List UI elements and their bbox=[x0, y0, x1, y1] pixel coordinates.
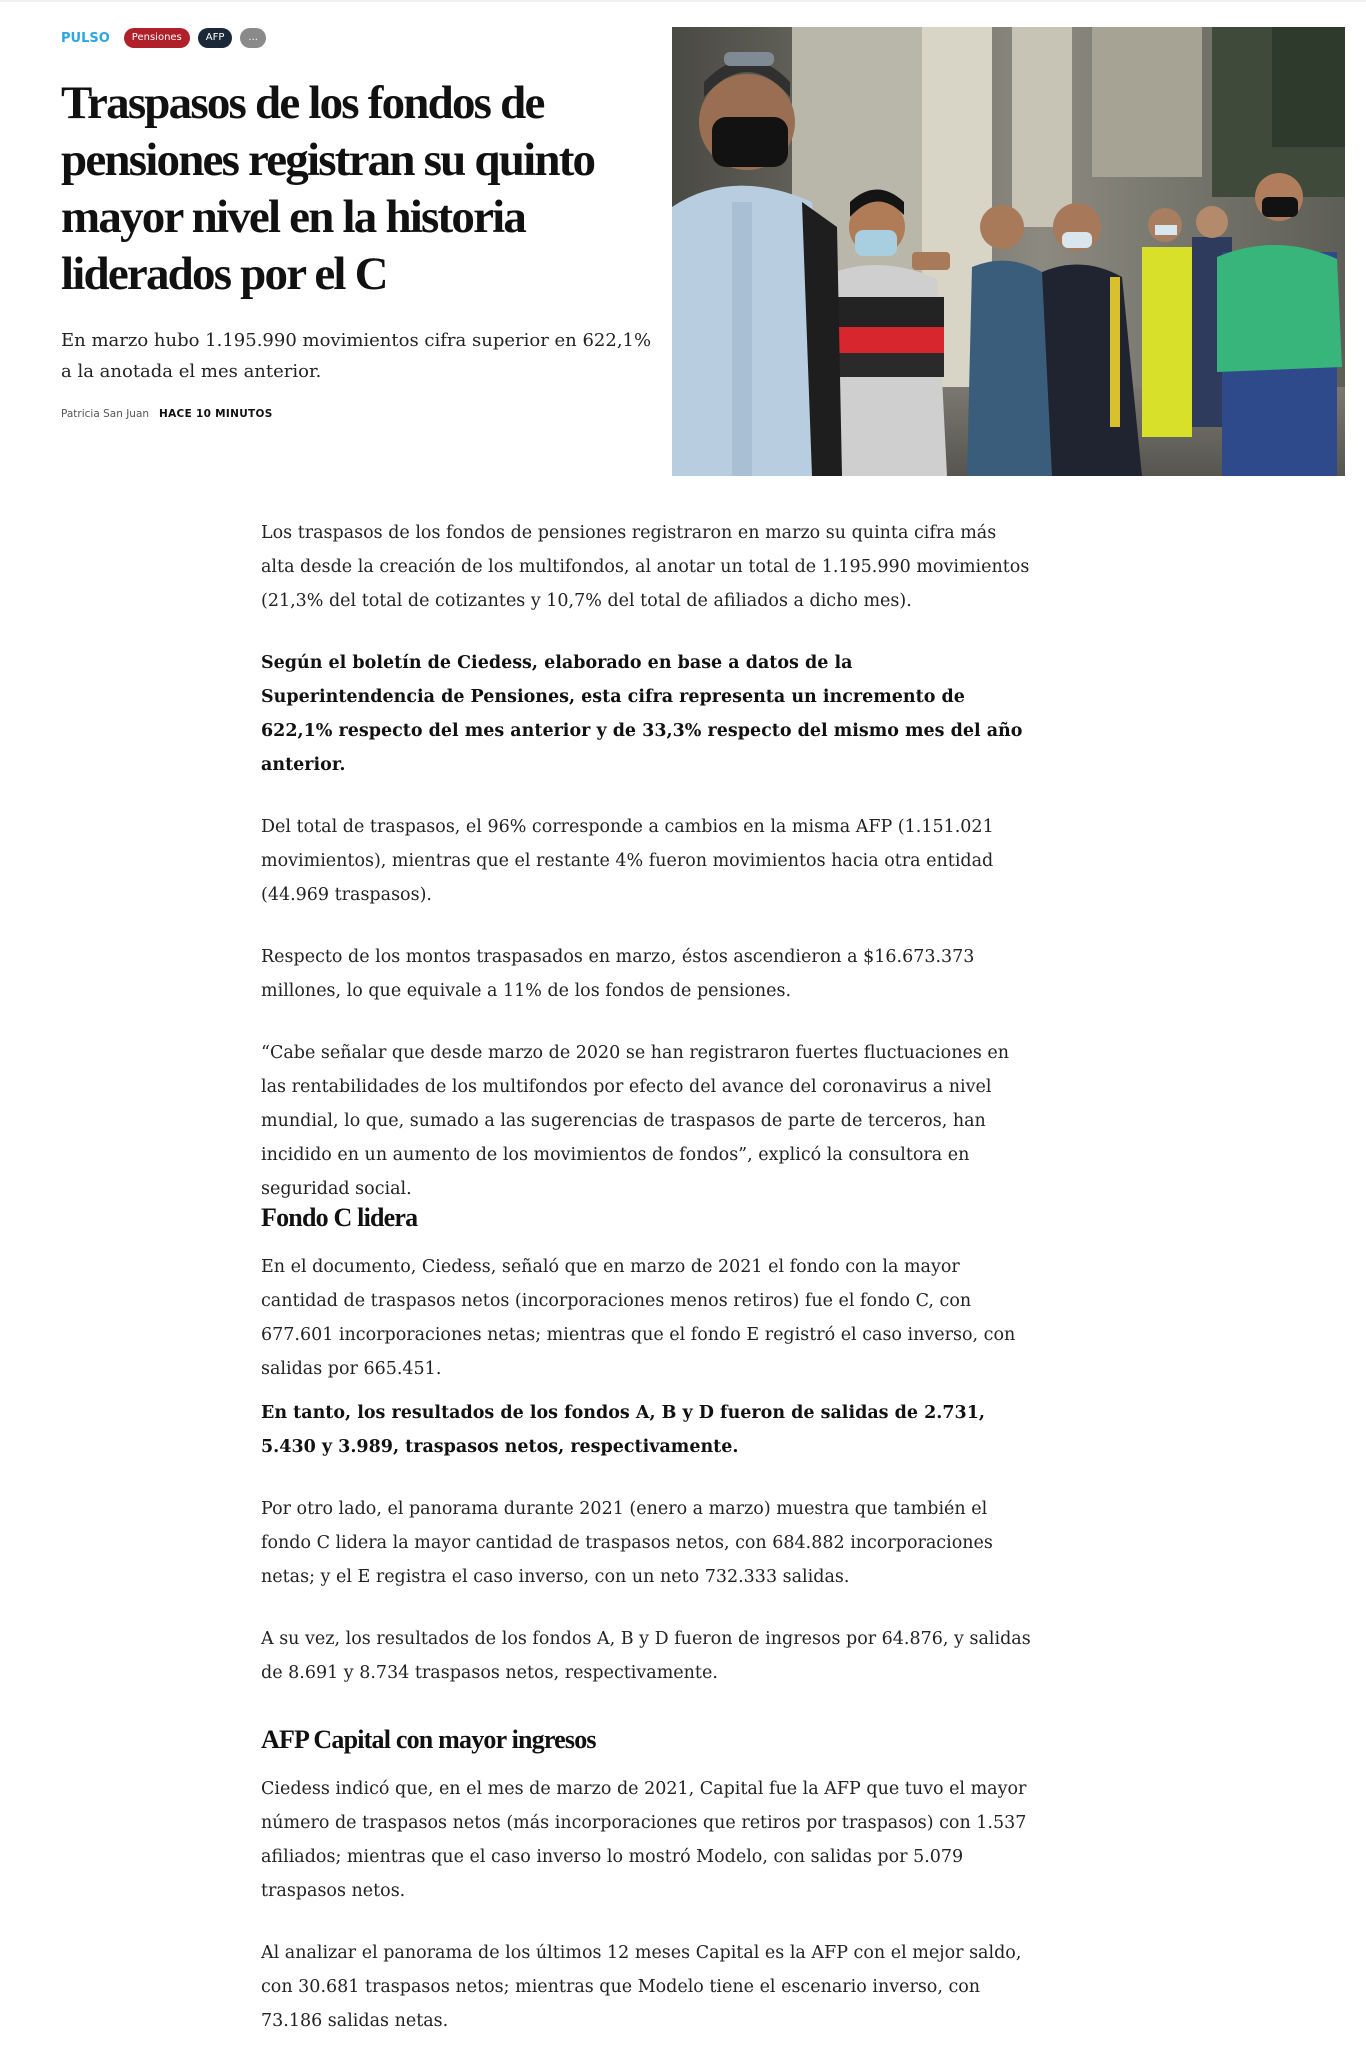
publish-time: HACE 10 MINUTOS bbox=[159, 408, 273, 420]
paragraph: Del total de traspasos, el 96% corresponde a cambios en la misma AFP (1.151.021 movimientos), mientras que el restante 4% fueron movimientos hacia otra entidad (44.969 traspasos). bbox=[261, 817, 994, 905]
tag-pensiones[interactable]: Pensiones bbox=[124, 28, 190, 48]
byline bbox=[61, 408, 661, 420]
hero-photo bbox=[672, 27, 1345, 476]
paragraph: Ciedess indicó que, en el mes de marzo de 2021, Capital fue la AFP que tuvo el mayor número de traspasos netos (más incorporaciones que retiros por traspasos) con 1.537 afiliados; mientras que el caso inverso lo mostró Modelo, con salidas por 5.079 traspasos netos. bbox=[261, 1779, 1027, 1901]
tag-afp[interactable]: AFP bbox=[198, 28, 233, 48]
tag-more-button[interactable]: ... bbox=[240, 28, 266, 48]
author-link[interactable]: Patricia San Juan bbox=[61, 408, 150, 420]
subheading-fondo-c: Fondo C lidera bbox=[261, 1203, 418, 1232]
paragraph: Al analizar el panorama de los últimos 12 meses Capital es la AFP con el mejor saldo, con 30.681 traspasos netos; mientras que Modelo tiene el escenario inverso, con 73.186 salidas netas. bbox=[261, 1943, 1022, 2031]
top-border bbox=[0, 0, 1366, 2]
paragraph: Respecto de los montos traspasados en marzo, éstos ascendieron a $16.673.373 millones, lo que equivale a 11% de los fondos de pensiones. bbox=[261, 947, 975, 1001]
paragraph: “Cabe señalar que desde marzo de 2020 se han registraron fuertes fluctuaciones en las rentabilidades de los multifondos por efecto del avance del coronavirus a nivel mundial, lo que, sumado a las sugerencias de traspasos de parte de terceros, han incidido en un aumento de los movimientos de fondos”, explicó la consultora en seguridad social. bbox=[261, 1043, 1009, 1199]
paragraph: A su vez, los resultados de los fondos A, B y D fueron de ingresos por 64.876, y salidas de 8.691 y 8.734 traspasos netos, respectivamente. bbox=[261, 1629, 1031, 1683]
tag-bar bbox=[61, 27, 661, 49]
paragraph: Por otro lado, el panorama durante 2021 (enero a marzo) muestra que también el fondo C lidera la mayor cantidad de traspasos netos, con 684.882 incorporaciones netas; y el E registra el caso inverso, con un neto 732.333 salidas. bbox=[261, 1499, 993, 1587]
subheading-afp-capital: AFP Capital con mayor ingresos bbox=[261, 1725, 596, 1754]
hero-photo-illustration bbox=[672, 27, 1345, 476]
paragraph-bold: En tanto, los resultados de los fondos A, B y D fueron de salidas de 2.731, 5.430 y 3.989, traspasos netos, respectivamente. bbox=[261, 1403, 985, 1457]
paragraph: En el documento, Ciedess, señaló que en marzo de 2021 el fondo con la mayor cantidad de traspasos netos (incorporaciones menos retiros) fue el fondo C, con 677.601 incorporaciones netas; mientras que el fondo E registró el caso inverso, con salidas por 665.451. bbox=[261, 1257, 1016, 1379]
paragraph: Los traspasos de los fondos de pensiones registraron en marzo su quinta cifra más alta desde la creación de los multifondos, al anotar un total de 1.195.990 movimientos (21,3% del total de cotizantes y 10,7% del total de afiliados a dicho mes). bbox=[261, 523, 1030, 611]
article-dek: En marzo hubo 1.195.990 movimientos cifra superior en 622,1% a la anotada el mes anterior. bbox=[61, 330, 652, 382]
section-link[interactable]: PULSO bbox=[61, 30, 110, 46]
article-title: Traspasos de los fondos de pensiones registran su quinto mayor nivel en la historia liderados por el C bbox=[61, 77, 595, 300]
article-header bbox=[61, 27, 661, 420]
paragraph-bold: Según el boletín de Ciedess, elaborado en base a datos de la Superintendencia de Pensiones, esta cifra representa un incremento de 622,1% respecto del mes anterior y de 33,3% respecto del mismo mes del año anterior. bbox=[261, 653, 1023, 775]
